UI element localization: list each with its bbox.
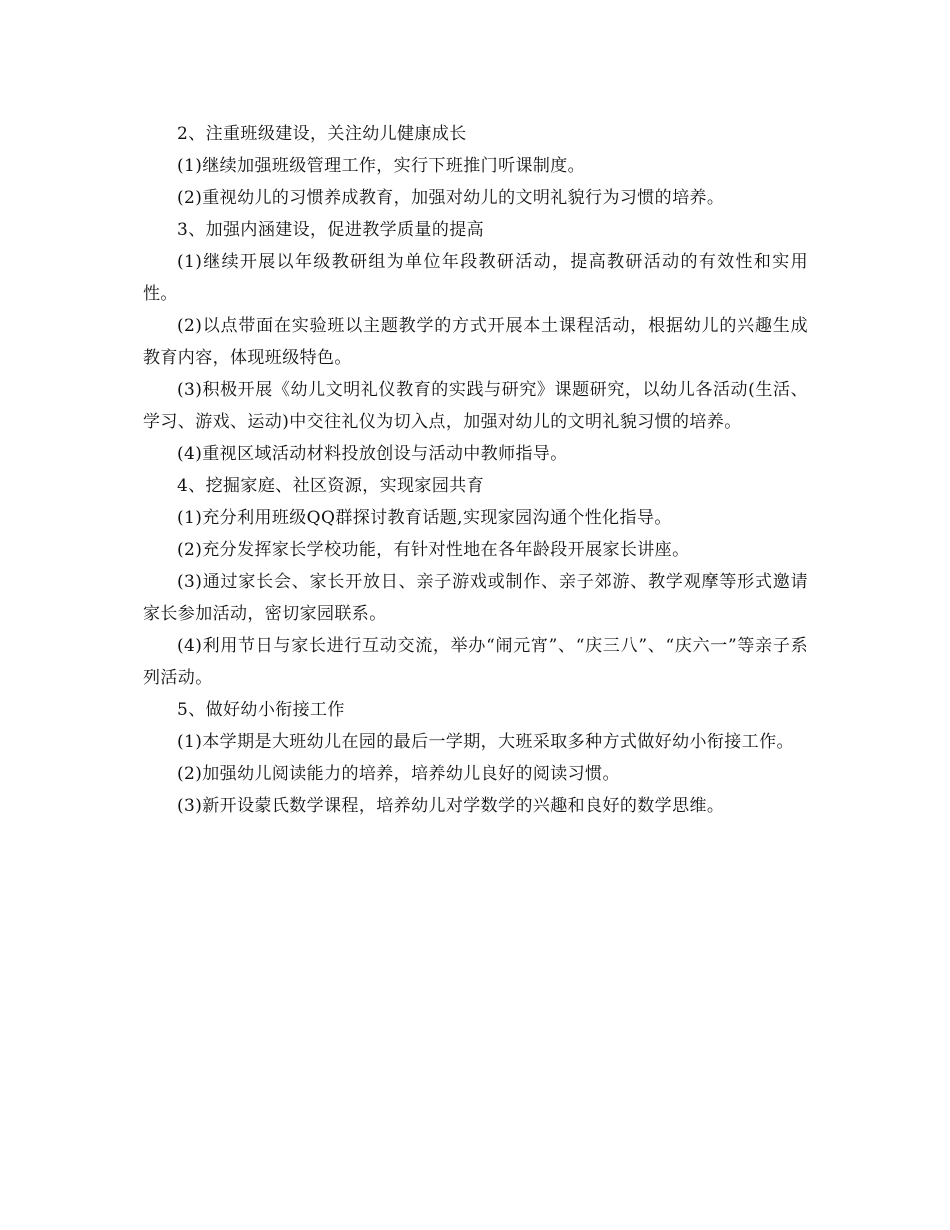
document-body: [143, 118, 808, 822]
paragraph-3-2: (2)以点带面在实验班以主题教学的方式开展本土课程活动，根据幼儿的兴趣生成教育内容，体现班级特色。: [143, 316, 808, 368]
paragraph-2-1: (1)继续加强班级管理工作，实行下班推门听课制度。: [177, 156, 586, 176]
paragraph-3-3: (3)积极开展《幼儿文明礼仪教育的实践与研究》课题研究，以幼儿各活动(生活、学习、游戏、运动)中交往礼仪为切入点，加强对幼儿的文明礼貌习惯的培养。: [143, 380, 808, 432]
paragraph-4-1: (1)充分利用班级QQ群探讨教育话题,实现家园沟通个性化指导。: [177, 508, 672, 528]
paragraph-3-4: (4)重视区域活动材料投放创设与活动中教师指导。: [177, 444, 568, 464]
paragraph-4-2: (2)充分发挥家长学校功能，有针对性地在各年龄段开展家长讲座。: [177, 540, 690, 560]
paragraph-5-3: (3)新开设蒙氏数学课程，培养幼儿对学数学的兴趣和良好的数学思维。: [177, 796, 725, 816]
section-heading-5: 5、做好幼小衔接工作: [177, 700, 345, 720]
paragraph-4-3: (3)通过家长会、家长开放日、亲子游戏或制作、亲子郊游、教学观摩等形式邀请家长参加活动，密切家园联系。: [143, 572, 808, 624]
paragraph-2-2: (2)重视幼儿的习惯养成教育，加强对幼儿的文明礼貌行为习惯的培养。: [177, 188, 725, 208]
paragraph-5-2: (2)加强幼儿阅读能力的培养，培养幼儿良好的阅读习惯。: [177, 764, 620, 784]
paragraph-4-4: (4)利用节日与家长进行互动交流，举办“闹元宵”、“庆三八”、“庆六一”等亲子系列活动。: [143, 636, 808, 688]
section-heading-4: 4、挖掘家庭、社区资源，实现家园共育: [177, 476, 485, 496]
section-heading-3: 3、加强内涵建设，促进教学质量的提高: [177, 220, 485, 240]
paragraph-3-1: (1)继续开展以年级教研组为单位年段教研活动，提高教研活动的有效性和实用性。: [143, 252, 808, 304]
paragraph-5-1: (1)本学期是大班幼儿在园的最后一学期，大班采取多种方式做好幼小衔接工作。: [177, 732, 794, 752]
section-heading-2: 2、注重班级建设，关注幼儿健康成长: [177, 124, 467, 144]
